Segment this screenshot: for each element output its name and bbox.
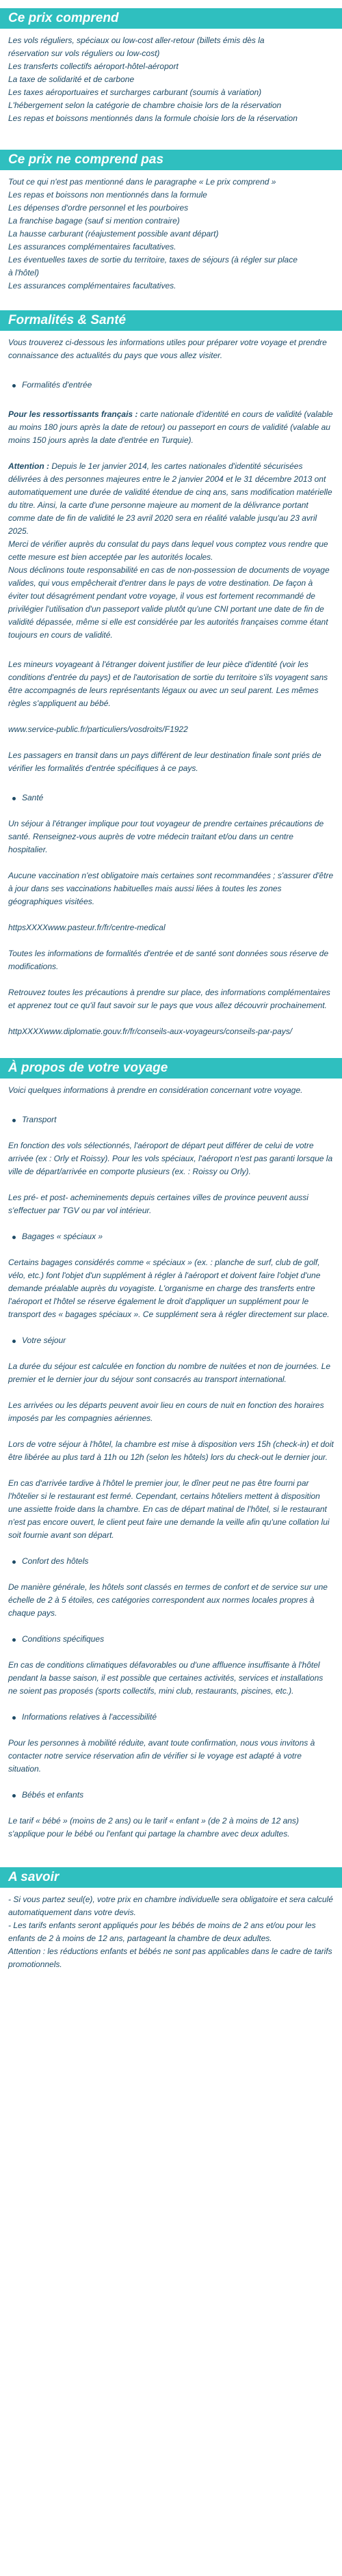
paragraph-attention xyxy=(8,460,334,538)
bullet-entry-formalities: Formalités d'entrée xyxy=(8,379,334,392)
included-line: L'hébergement selon la catégorie de chambre choisie lors de la réservation xyxy=(8,100,282,110)
included-line: Les taxes aéroportuaires et surcharges carburant (soumis à variation) xyxy=(8,87,262,97)
paragraph-stay-duration: La durée du séjour est calculée en fonction du nombre de nuitées et non de journées. Le premier et le dernier jour du séjour sont consacrés au transport international. xyxy=(8,1361,330,1384)
not-included-line: La hausse carburant (réajustement possible avant départ) xyxy=(8,229,219,239)
section-header-formalities: Formalités & Santé xyxy=(0,310,342,331)
about-trip-content xyxy=(0,1079,342,1841)
included-line: Les vols réguliers, spéciaux ou low-cost aller-retour (billets émis dès la xyxy=(8,36,265,45)
label-attention: Attention : xyxy=(8,461,49,471)
bullet-stay: Votre séjour xyxy=(8,1334,334,1347)
paragraph-babies-children: Le tarif « bébé » (moins de 2 ans) ou le tarif « enfant » (de 2 à moins de 12 ans) s'applique pour le bébé ou l'enfant qui partage la chambre avec deux adultes. xyxy=(8,1816,299,1839)
not-included-line: à l'hôtel) xyxy=(8,268,39,277)
good-to-know-content xyxy=(0,1888,342,1971)
paragraph-precautions: Retrouvez toutes les précautions à prendre sur place, des informations complémentaires et apprenez tout ce qu'il faut savoir sur le pays que vous allez découvrir prochainement. xyxy=(8,988,330,1010)
text-french-nationals: carte nationale d'identité en cours de validité (valable au moins 180 jours après la date de retour) ou passeport en cours de validité (valable au moins 150 jours après la date d'entrée en Turquie). xyxy=(8,409,333,445)
bullet-accessibility: Informations relatives à l'accessibilité xyxy=(8,1711,334,1724)
formalities-content xyxy=(0,331,342,1038)
link-pasteur[interactable]: httpsXXXXwww.pasteur.fr/fr/centre-medical xyxy=(8,923,166,932)
not-included-list xyxy=(0,170,342,293)
section-header-good-to-know: A savoir xyxy=(0,1867,342,1888)
about-intro: Voici quelques informations à prendre en considération concernant votre voyage. xyxy=(8,1085,303,1095)
bullet-health: Santé xyxy=(8,791,334,804)
not-included-line: Les éventuelles taxes de sortie du territoire, taxes de séjours (à régler sur place xyxy=(8,255,298,265)
link-diplomatie[interactable]: httpXXXXwww.diplomatie.gouv.fr/fr/conseils-aux-voyageurs/conseils-par-pays/ xyxy=(8,1027,293,1036)
paragraph-consulate: Merci de vérifier auprès du consulat du pays dans lequel vous comptez vous rendre que cette mesure est bien acceptée par les autorités locales. xyxy=(8,539,328,562)
section-header-about-trip: À propos de votre voyage xyxy=(0,1058,342,1079)
paragraph-responsibility: Nous déclinons toute responsabilité en cas de non-possession de documents de voyage valides, qui vous empêcherait d'entrer dans le pays de votre destination. De façon à éviter tout désagrément pendant votre voyage, il vous est fortement recommandé de privilégier l'utilisation d'un passeport valide plutôt qu'une CNI portant une date de fin de validité dépassée, même si elle est considérée par les autorités françaises comme étant toujours en cours de validité. xyxy=(8,565,330,640)
paragraph-arrivals: Les arrivées ou les départs peuvent avoir lieu en cours de nuit en fonction des horaires imposés par les compagnies aériennes. xyxy=(8,1400,324,1423)
paragraph-health-precautions: Un séjour à l'étranger implique pour tout voyageur de prendre certaines précautions de santé. Renseignez-vous auprès de votre médecin traitant et/ou dans un centre hospitalier. xyxy=(8,819,324,854)
included-line: Les transferts collectifs aéroport-hôtel-aéroport xyxy=(8,62,179,71)
not-included-line: Tout ce qui n'est pas mentionné dans le paragraphe « Le prix comprend » xyxy=(8,177,276,187)
not-included-line: La franchise bagage (sauf si mention contraire) xyxy=(8,216,180,226)
paragraph-transport: En fonction des vols sélectionnés, l'aéroport de départ peut différer de celui de votre arrivée (ex : Orly et Roissy). Pour les vols spéciaux, l'aéroport n'est pas garanti lorsque la ville de départ/arrivée en comporte plusieurs (ex. : Roissy ou Orly). xyxy=(8,1141,333,1176)
paragraph-disclaimer: Toutes les informations de formalités d'entrée et de santé sont données sous réserve de modifications. xyxy=(8,949,329,971)
not-included-line: Les assurances complémentaires facultatives. xyxy=(8,242,176,252)
not-included-line: Les repas et boissons non mentionnés dans la formule xyxy=(8,190,207,200)
paragraph-french-nationals xyxy=(8,408,334,447)
link-service-public[interactable]: www.service-public.fr/particuliers/vosdroits/F1922 xyxy=(8,724,188,734)
paragraph-accessibility: Pour les personnes à mobilité réduite, avant toute confirmation, nous vous invitons à contacter notre service réservation afin de vérifier si le voyage est adapté à votre situation. xyxy=(8,1738,315,1774)
paragraph-check-in: Lors de votre séjour à l'hôtel, la chambre est mise à disposition vers 15h (check-in) et doit être libérée au plus tard à 11h ou 12h (selon les hôtels) lors du check-out le dernier jour. xyxy=(8,1439,334,1462)
section-header-not-included: Ce prix ne comprend pas xyxy=(0,150,342,170)
paragraph-special-luggage: Certains bagages considérés comme « spéciaux » (ex. : planche de surf, club de golf, vélo, etc.) font l'objet d'un supplément à régler à l'aéroport et doivent faire l'objet d'une demande préalable auprès du voyagiste. L'organisme en charge des transferts entre l'aéroport et l'hôtel se réserve également le droit d'appliquer un supplément pour le transport des « bagages spéciaux ». Ce supplément sera à régler directement sur place. xyxy=(8,1258,330,1319)
included-line: réservation sur vols réguliers ou low-cost) xyxy=(8,49,160,58)
bullet-special-luggage: Bagages « spéciaux » xyxy=(8,1230,334,1243)
paragraph-specific-conditions: En cas de conditions climatiques défavorables ou d'une affluence insuffisante à l'hôtel pendant la basse saison, il est possible que certaines activités, services et installations ne soient pas proposés (sports collectifs, mini club, restaurants, piscines, etc.). xyxy=(8,1660,324,1696)
text-attention: Depuis le 1er janvier 2014, les cartes nationales d'identité sécurisées délivrées à des personnes majeures entre le 2 janvier 2004 et le 31 décembre 2013 ont automatiquement une durée de validité étendue de cinq ans, sans modification matérielle du titre. Ainsi, la carte d'une personne majeure au moment de la délivrance portant comme date de fin de validité le 23 avril 2020 sera en réalité valable jusqu'au 23 avril 2025. xyxy=(8,461,332,536)
label-french-nationals: Pour les ressortissants français : xyxy=(8,409,138,419)
bullet-hotel-comfort: Confort des hôtels xyxy=(8,1555,334,1568)
paragraph-late-arrival: En cas d'arrivée tardive à l'hôtel le premier jour, le dîner peut ne pas être fourni par l'hôtelier si le restaurant est fermé. Cependant, certains hôteliers mettent à disposition une assiette froide dans la chambre. En cas de départ matinal de l'hôtel, si le restaurant n'est pas encore ouvert, le client peut faire une demande la veille afin qu'une collation lui soit fournie avant son départ. xyxy=(8,1478,330,1540)
included-list xyxy=(0,29,342,125)
paragraph-single-room: - Si vous partez seul(e), votre prix en chambre individuelle sera obligatoire et sera calculé automatiquement dans votre devis. xyxy=(8,1895,333,1917)
bullet-babies-children: Bébés et enfants xyxy=(8,1789,334,1802)
paragraph-transit: Les passagers en transit dans un pays différent de leur destination finale sont priés de vérifier les formalités d'entrée spécifiques à ce pays. xyxy=(8,750,321,773)
paragraph-vaccination: Aucune vaccination n'est obligatoire mais certaines sont recommandées ; s'assurer d'être à jour dans ses vaccinations habituelles mais aussi liées à toutes les zones géographiques visitées. xyxy=(8,871,334,906)
bullet-specific-conditions: Conditions spécifiques xyxy=(8,1633,334,1646)
included-line: La taxe de solidarité et de carbone xyxy=(8,74,135,84)
paragraph-child-rates: - Les tarifs enfants seront appliqués pour les bébés de moins de 2 ans et/ou pour les enfants de 2 à moins de 12 ans, partageant la chambre de deux adultes. xyxy=(8,1921,316,1943)
paragraph-hotel-comfort: De manière générale, les hôtels sont classés en termes de confort et de service sur une échelle de 2 à 5 étoiles, ces catégories correspondent aux normes locales propres à chaque pays. xyxy=(8,1582,328,1618)
paragraph-pre-post-routing: Les pré- et post- acheminements depuis certaines villes de province peuvent aussi s'effectuer par TGV ou par vol intérieur. xyxy=(8,1193,308,1215)
paragraph-promo-warning: Attention : les réductions enfants et bébés ne sont pas applicables dans le cadre de tarifs promotionnels. xyxy=(8,1947,332,1969)
not-included-line: Les dépenses d'ordre personnel et les pourboires xyxy=(8,203,189,213)
formalities-intro: Vous trouverez ci-dessous les informations utiles pour préparer votre voyage et prendre connaissance des actualités du pays que vous allez visiter. xyxy=(8,338,327,360)
not-included-line: Les assurances complémentaires facultatives. xyxy=(8,281,176,290)
included-line: Les repas et boissons mentionnés dans la formule choisie lors de la réservation xyxy=(8,113,298,123)
section-header-included: Ce prix comprend xyxy=(0,8,342,29)
bullet-transport: Transport xyxy=(8,1113,334,1126)
paragraph-minors: Les mineurs voyageant à l'étranger doivent justifier de leur pièce d'identité (voir les conditions d'entrée du pays) et de l'autorisation de sortie du territoire s'ils voyagent sans être accompagnés de leurs représentants légaux ou avec un seul parent. Les mêmes règles s'appliquent au bébé. xyxy=(8,660,328,708)
